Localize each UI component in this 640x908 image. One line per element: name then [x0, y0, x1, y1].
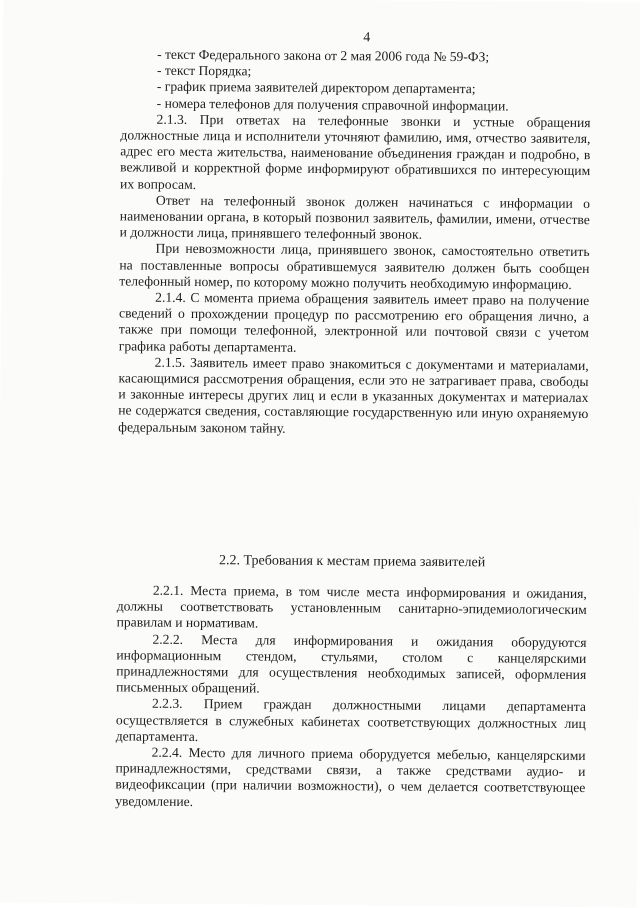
paragraph-phone-answer: Ответ на телефонный звонок должен начинаться с информации о наименовании органа, в который позвонил заявитель, фамилии, имени, отчестве и должности лица, принявшего телефонный звонок. — [119, 192, 591, 243]
paragraph-phone-fallback: При невозможности лица, принявшего звонок, самостоятельно ответить на поставленные вопросы обратившемуся заявителю должен быть сообщен телефонный номер, по которому можно получить необходимую информацию. — [119, 241, 590, 292]
list-item: - текст Федерального закона от 2 мая 2006 года № 59-ФЗ; — [157, 46, 490, 65]
section-heading: 2.2. Требования к местам приема заявителей — [218, 553, 486, 571]
paragraph-2-1-3: 2.1.3. При ответах на телефонные звонки и устные обращения должностные лица и исполнители уточняют фамилию, имя, отчество заявителя, адрес его места жительства, наименование объединения граждан и подробно, в вежливой и корректной форме информируют обратившихся по интересующим их вопросам. — [120, 111, 591, 192]
page-number: 4 — [363, 30, 371, 46]
paragraph-2-1-5: 2.1.5. Заявитель имеет право знакомиться с документами и материалами, касающимися рассмотрения обращения, если это не затрагивает права, свободы и законные интересы других лиц и если в указанных документах и материалах не содержатся сведения, составляющие государственную или иную охраняемую федеральным законом тайну. — [118, 354, 589, 436]
paragraph-2-2-4: 2.2.4. Место для личного приема оборудуется мебелью, канцелярскими принадлежностями, средствами связи, а также средствами аудио- и видеофиксации (при наличии возможности), о чем делается соответствующее уведомление. — [115, 744, 586, 809]
list-item: - номера телефонов для получения справочной информации. — [156, 95, 509, 114]
paragraph-2-2-1: 2.2.1. Места приема, в том числе места информирования и ожидания, должны соответствовать установленным санитарно-эпидемиологическим правилам и нормативам. — [116, 582, 587, 631]
body-text-bottom — [115, 582, 587, 813]
paragraph-2-1-4: 2.1.4. С момента приема обращения заявитель имеет право на получение сведений о прохождении процедур по рассмотрению его обращения лично, а также при помощи телефонной, электронной или почтовой связи с учетом графика работы департамента. — [118, 289, 590, 355]
body-text-top — [118, 46, 591, 439]
paragraph-2-2-2: 2.2.2. Места для информирования и ожидания оборудуются информационным стендом, стульями, столом с канцелярскими принадлежностями для осуществления необходимых записей, оформления письменных обращений. — [116, 631, 587, 696]
list-item: - график приема заявителей директором департамента; — [156, 79, 476, 97]
list-item: - текст Порядка; — [156, 62, 252, 79]
paragraph-2-2-3: 2.2.3. Прием граждан должностными лицами департамента осуществляется в служебных кабинетах соответствующих должностных лиц департамента. — [115, 696, 587, 744]
